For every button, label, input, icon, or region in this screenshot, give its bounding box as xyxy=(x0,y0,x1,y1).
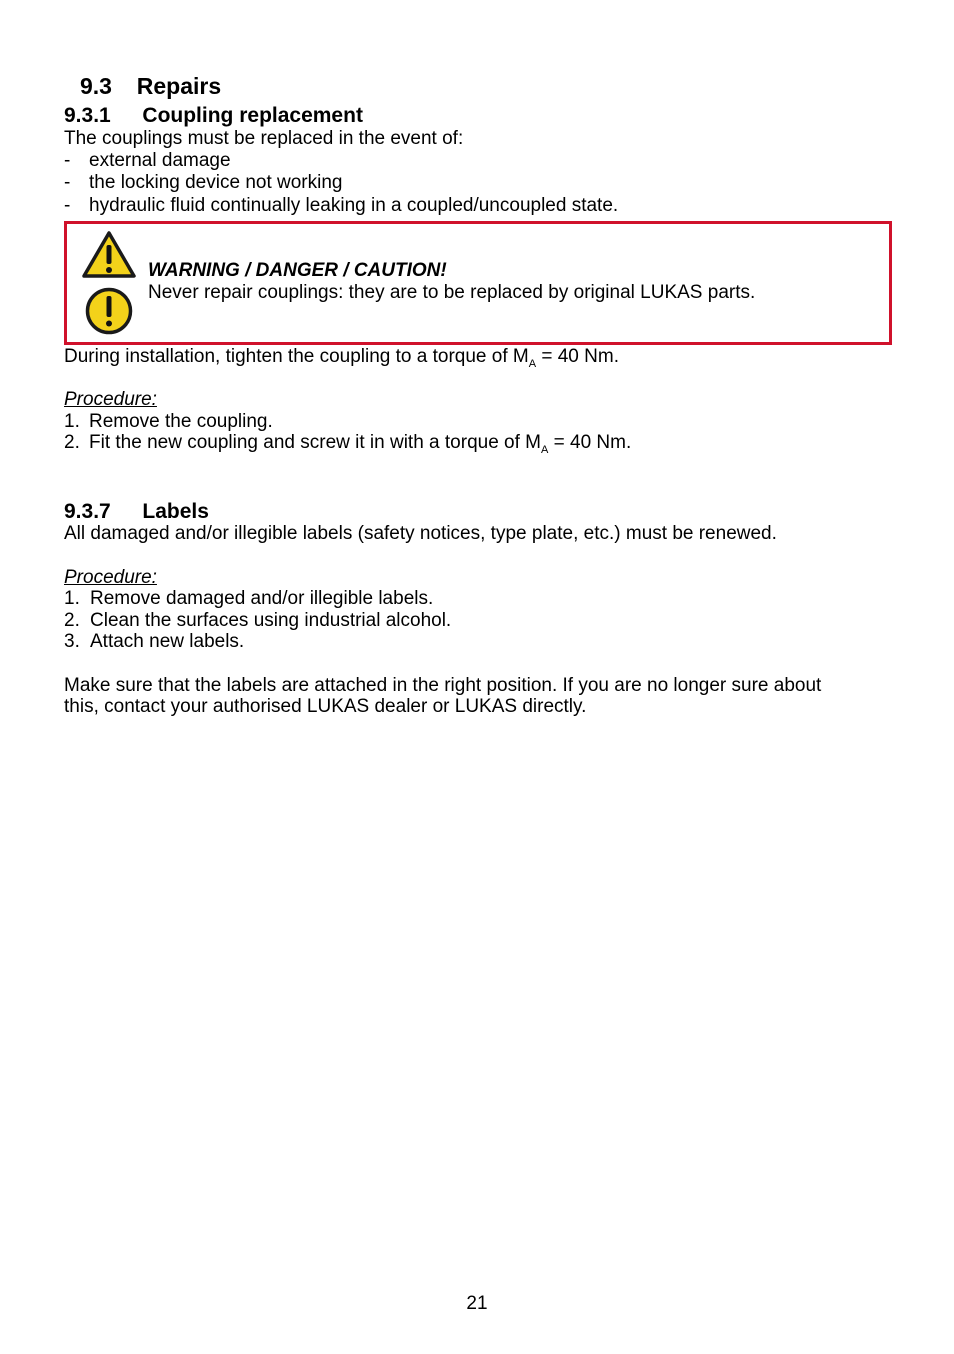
coupling-intro: The couplings must be replaced in the event of: xyxy=(64,128,464,149)
labels-note-line-1: Make sure that the labels are attached in the right position. If you are no longer sure about xyxy=(64,675,822,696)
step-number: 2. xyxy=(64,432,80,453)
step-number: 3. xyxy=(64,631,80,652)
torque-subscript: A xyxy=(528,358,537,370)
labels-note-line-2: this, contact your authorised LUKAS dealer or LUKAS directly. xyxy=(64,696,587,717)
torque-value: = 40 Nm. xyxy=(536,346,619,367)
step-number: 2. xyxy=(64,610,80,631)
warning-text: Never repair couplings: they are to be replaced by original LUKAS parts. xyxy=(148,282,756,303)
subsection-number: 9.3.7 xyxy=(64,500,111,523)
torque-text: During installation, tighten the coupling to a torque of M xyxy=(64,346,529,367)
bullet-item xyxy=(64,172,343,193)
step-text-main: Fit the new coupling and screw it in with a torque of M xyxy=(89,432,542,453)
subsection-number: 9.3.1 xyxy=(64,104,111,127)
step-text xyxy=(89,432,632,456)
warning-title: WARNING / DANGER / CAUTION! xyxy=(148,260,447,281)
subsection-title: Labels xyxy=(142,500,209,523)
warning-triangle-icon xyxy=(81,230,137,280)
step-number: 1. xyxy=(64,588,80,609)
bullet-text: hydraulic fluid continually leaking in a coupled/uncoupled state. xyxy=(89,195,619,216)
subsection-title: Coupling replacement xyxy=(142,104,363,127)
procedure-step xyxy=(64,411,273,432)
procedure-step xyxy=(64,588,434,609)
procedure-label: Procedure: xyxy=(64,567,157,588)
section-number: 9.3 xyxy=(80,73,112,99)
bullet-dash: - xyxy=(64,195,71,216)
torque-instruction xyxy=(64,346,619,370)
step-subscript: A xyxy=(541,444,549,456)
bullet-item xyxy=(64,195,619,216)
warning-box xyxy=(64,221,892,345)
step-text-value: = 40 Nm. xyxy=(548,432,632,453)
procedure-label: Procedure: xyxy=(64,389,157,410)
bullet-dash: - xyxy=(64,150,71,171)
procedure-step xyxy=(64,631,245,652)
procedure-step xyxy=(64,432,632,456)
bullet-dash: - xyxy=(64,172,71,193)
labels-intro: All damaged and/or illegible labels (safety notices, type plate, etc.) must be renewed. xyxy=(64,523,777,544)
page-number: 21 xyxy=(466,1293,488,1314)
step-text: Remove the coupling. xyxy=(89,411,273,432)
bullet-text: the locking device not working xyxy=(89,172,343,193)
procedure-step xyxy=(64,610,452,631)
exclamation-circle-icon xyxy=(85,287,133,335)
bullet-text: external damage xyxy=(89,150,231,171)
step-text: Attach new labels. xyxy=(90,631,245,652)
step-number: 1. xyxy=(64,411,80,432)
bullet-item xyxy=(64,150,231,171)
step-text: Remove damaged and/or illegible labels. xyxy=(90,588,434,609)
step-text: Clean the surfaces using industrial alcohol. xyxy=(90,610,452,631)
subsection-heading-labels xyxy=(64,501,209,522)
subsection-heading-coupling xyxy=(64,105,363,126)
section-title: Repairs xyxy=(136,73,222,99)
section-heading xyxy=(80,75,221,98)
